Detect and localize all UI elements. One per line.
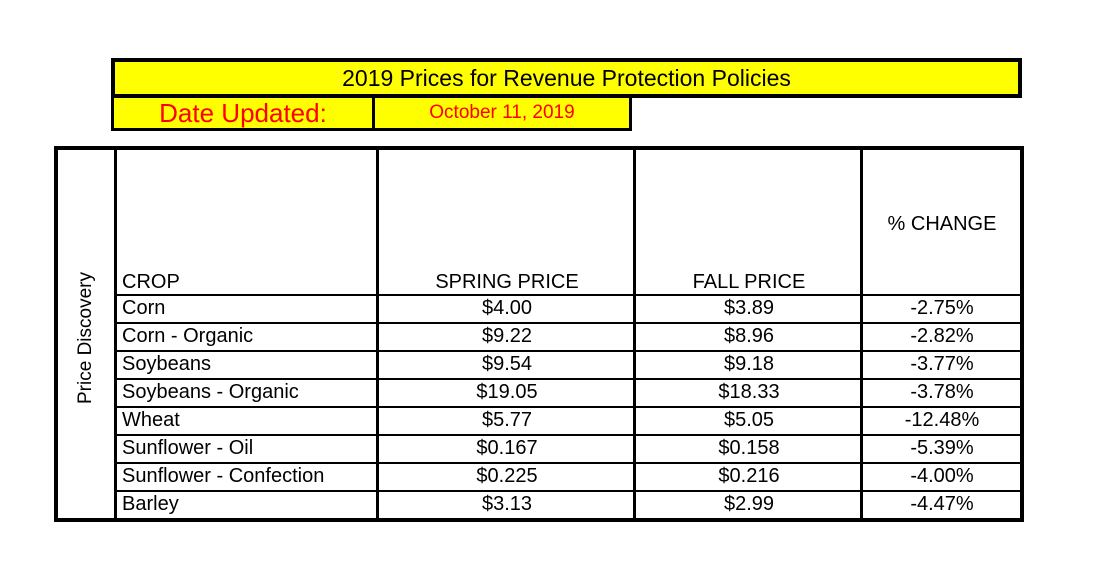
row-spring-price: $9.22 xyxy=(481,325,533,347)
header-change: % CHANGE xyxy=(887,213,997,235)
row-crop: Sunflower - Oil xyxy=(122,437,254,459)
row-divider xyxy=(117,294,1020,296)
row-spring-price: $0.167 xyxy=(476,437,538,459)
row-fall-price: $9.18 xyxy=(723,353,775,375)
header-fall-price: FALL PRICE xyxy=(692,271,806,293)
row-divider xyxy=(117,434,1020,436)
row-fall-price: $0.158 xyxy=(718,437,780,459)
side-label: Price Discovery xyxy=(75,272,96,404)
row-fall-price: $18.33 xyxy=(718,381,780,403)
row-divider xyxy=(117,322,1020,324)
row-change: -3.77% xyxy=(910,353,974,375)
row-crop: Wheat xyxy=(122,409,180,431)
row-spring-price: $9.54 xyxy=(481,353,533,375)
date-updated-value: October 11, 2019 xyxy=(372,95,632,131)
row-divider xyxy=(117,378,1020,380)
row-fall-price: $2.99 xyxy=(723,493,775,515)
row-crop: Sunflower - Confection xyxy=(122,465,325,487)
page-title: 2019 Prices for Revenue Protection Policies xyxy=(111,58,1022,98)
row-spring-price: $5.77 xyxy=(481,409,533,431)
row-crop: Soybeans xyxy=(122,353,211,375)
row-fall-price: $8.96 xyxy=(723,325,775,347)
row-fall-price: $5.05 xyxy=(723,409,775,431)
header-crop: CROP xyxy=(122,271,180,293)
row-divider xyxy=(117,462,1020,464)
price-table xyxy=(54,146,1024,522)
row-fall-price: $3.89 xyxy=(723,297,775,319)
row-spring-price: $4.00 xyxy=(481,297,533,319)
row-change: -12.48% xyxy=(904,409,980,431)
row-divider xyxy=(117,350,1020,352)
row-fall-price: $0.216 xyxy=(718,465,780,487)
row-change: -5.39% xyxy=(910,437,974,459)
side-label-cell xyxy=(58,150,117,518)
row-divider xyxy=(117,406,1020,408)
row-spring-price: $0.225 xyxy=(476,465,538,487)
row-spring-price: $19.05 xyxy=(476,381,538,403)
date-updated-label: Date Updated: xyxy=(111,95,375,131)
row-change: -4.47% xyxy=(910,493,974,515)
row-change: -4.00% xyxy=(910,465,974,487)
header-spring-price: SPRING PRICE xyxy=(435,271,579,293)
row-crop: Corn - Organic xyxy=(122,325,254,347)
row-crop: Corn xyxy=(122,297,166,319)
row-divider xyxy=(117,490,1020,492)
row-change: -2.82% xyxy=(910,325,974,347)
row-spring-price: $3.13 xyxy=(481,493,533,515)
row-crop: Soybeans - Organic xyxy=(122,381,299,403)
row-change: -3.78% xyxy=(910,381,974,403)
row-crop: Barley xyxy=(122,493,179,515)
row-change: -2.75% xyxy=(910,297,974,319)
